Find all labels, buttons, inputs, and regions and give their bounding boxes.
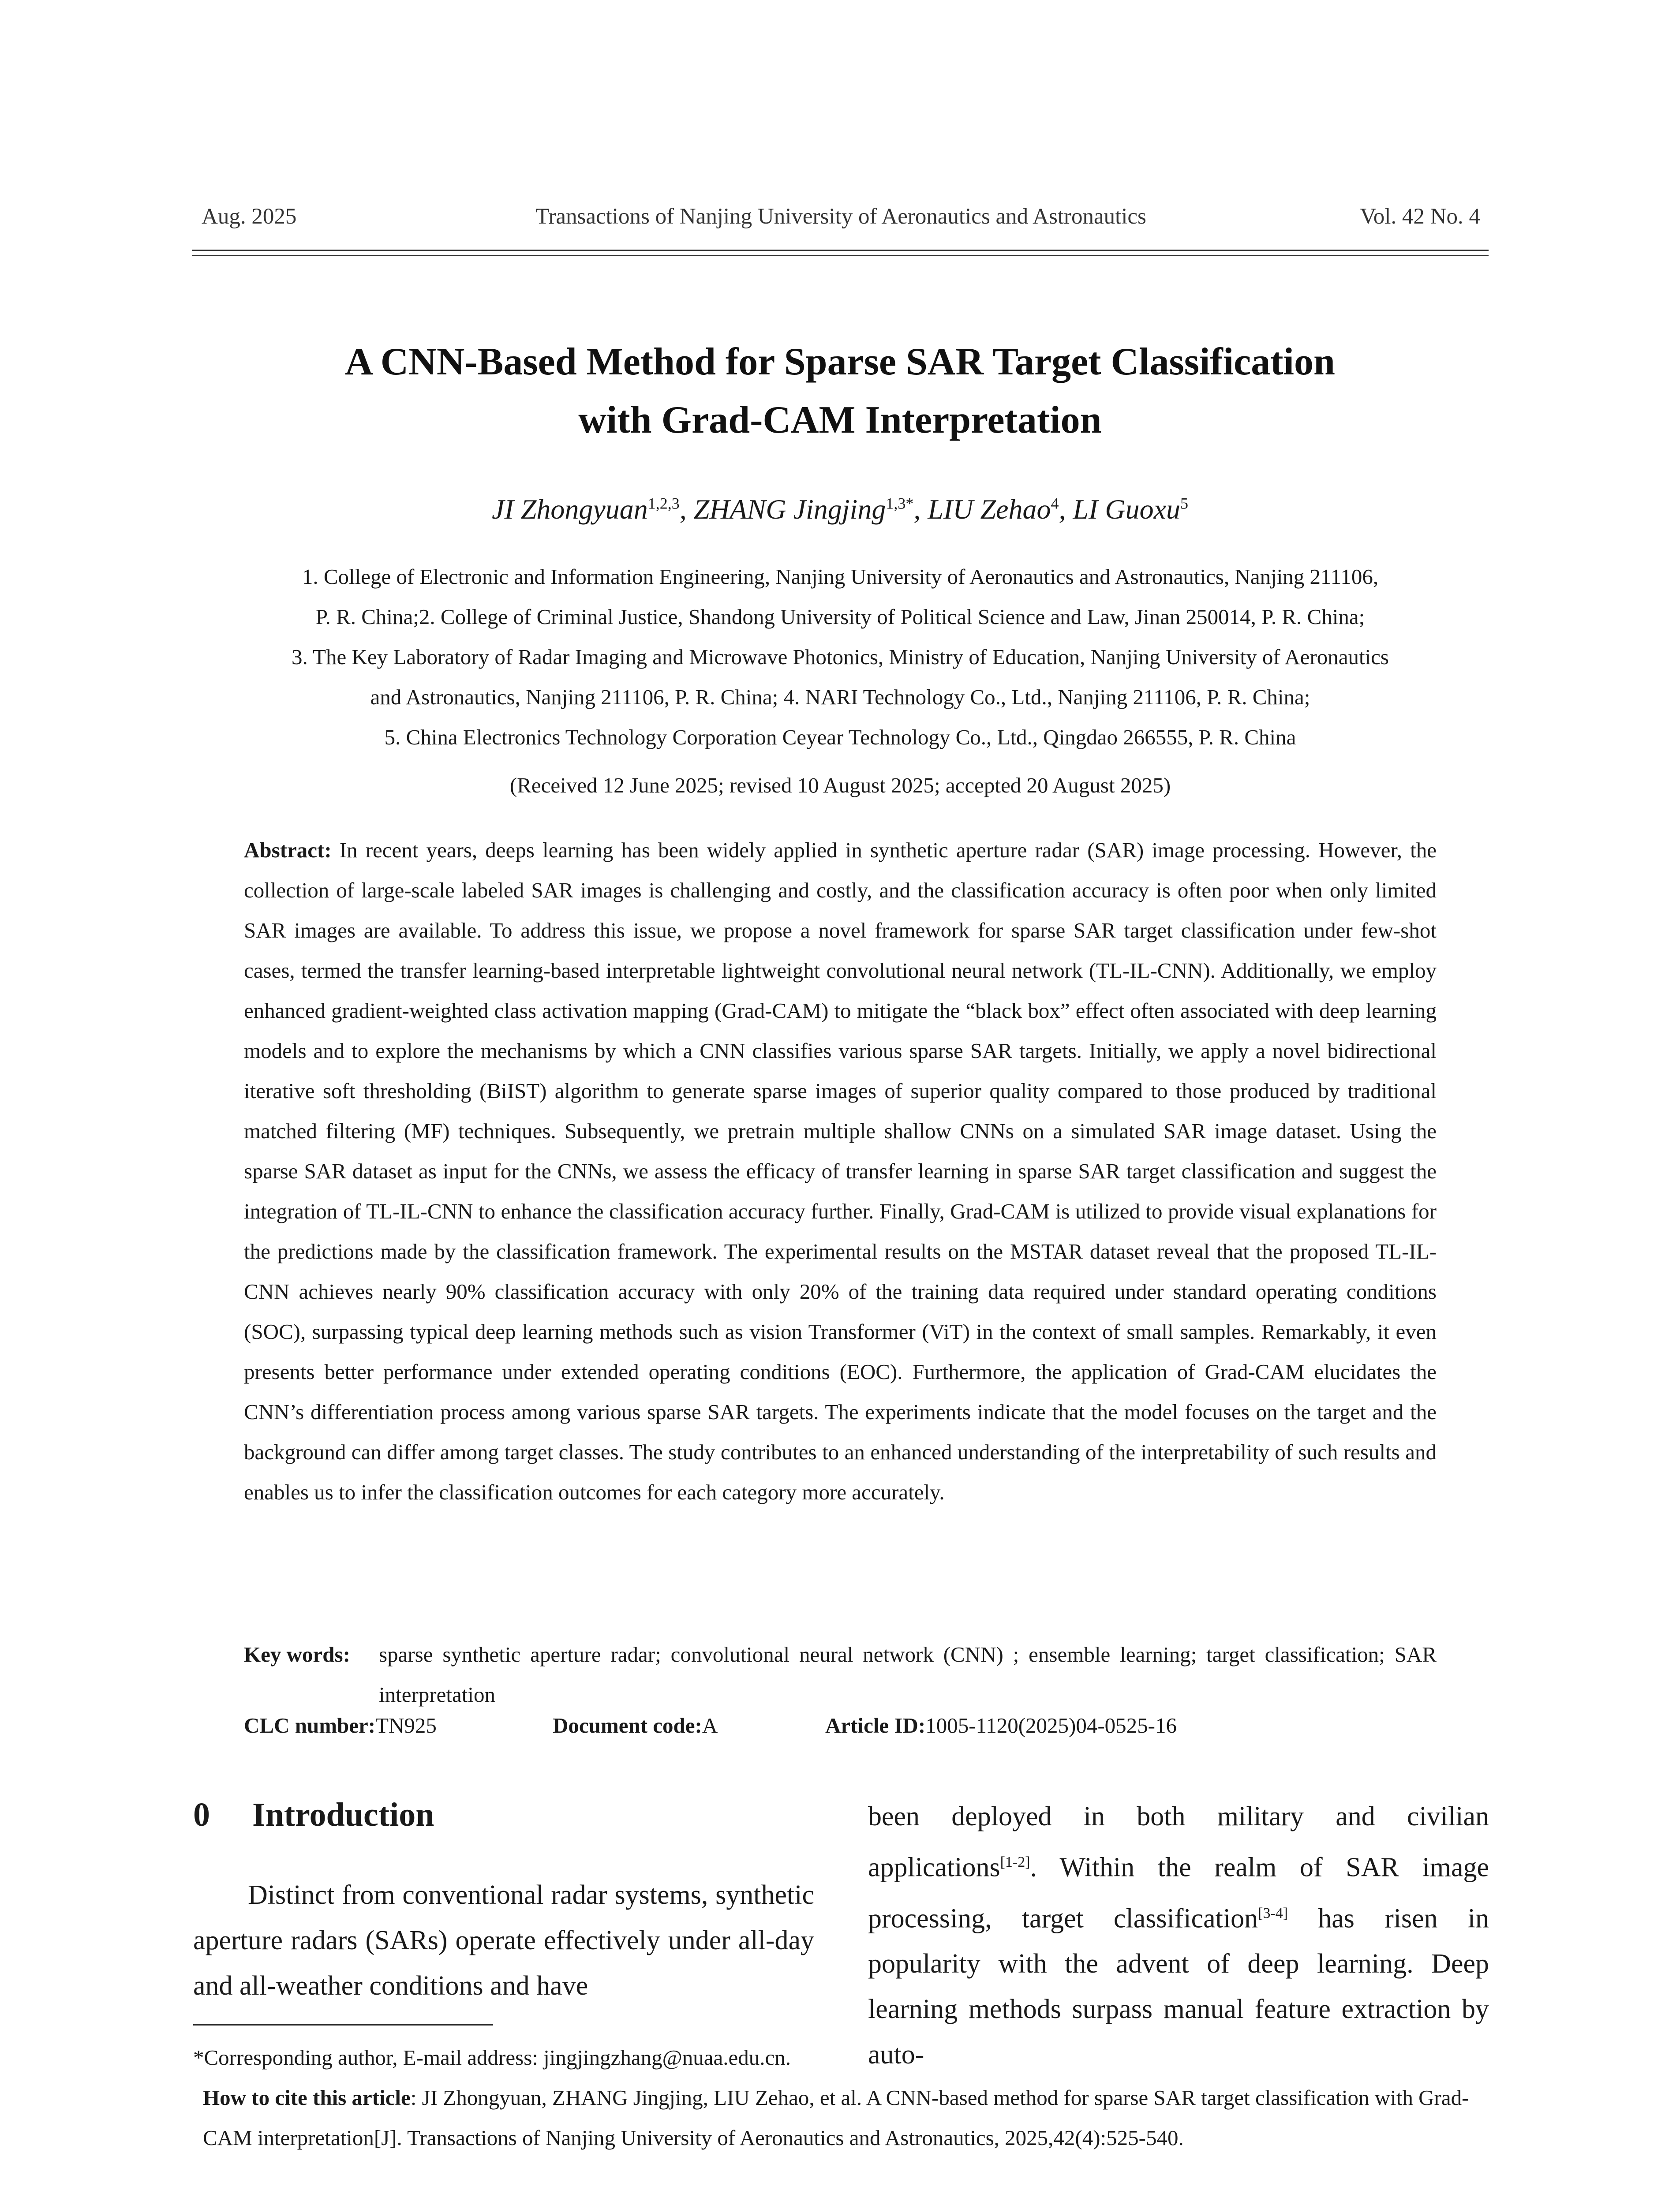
keywords-label: Key words: xyxy=(244,1642,350,1667)
keywords xyxy=(244,1634,1437,1715)
clc-label: CLC number: xyxy=(244,1713,376,1738)
volume-number: Vol. 42 No. 4 xyxy=(1360,204,1480,229)
abstract-label: Abstract: xyxy=(244,838,332,862)
affiliation-line: P. R. China;2. College of Criminal Justice, Shandong University of Political Science and Law, Jinan 250014, P. R. China; xyxy=(315,605,1365,629)
author-name: ZHANG Jingjing xyxy=(693,493,886,525)
article-id-value: 1005-1120(2025)04-0525-16 xyxy=(925,1713,1177,1738)
document-code xyxy=(553,1713,718,1738)
section-heading xyxy=(193,1796,434,1834)
article-id-label: Article ID: xyxy=(825,1713,926,1738)
affiliation-line: 3. The Key Laboratory of Radar Imaging and Microwave Photonics, Ministry of Education, Nanjing University of Aeronautics xyxy=(292,645,1389,669)
footnote-divider xyxy=(193,2024,493,2026)
title-line-1: A CNN-Based Method for Sparse SAR Target Classification xyxy=(345,340,1335,383)
header-rule-bottom xyxy=(192,255,1489,256)
section-number: 0 xyxy=(193,1796,210,1833)
document-code-value: A xyxy=(702,1713,718,1738)
body-text: has risen in popularity with the advent of deep learning. Deep learning methods surpass manual feature extraction by auto- xyxy=(868,1903,1489,2070)
doi-link[interactable] xyxy=(193,2198,1500,2205)
author-affiliation-mark: 4 xyxy=(1051,494,1059,512)
title-line-2: with Grad-CAM Interpretation xyxy=(578,399,1102,441)
section-title: Introduction xyxy=(252,1796,434,1833)
author-affiliation-mark: 5 xyxy=(1180,494,1188,512)
clc-value: TN925 xyxy=(375,1713,437,1738)
body-text: been deployed in both military and civilian applications xyxy=(868,1801,1489,1883)
issue-date: Aug. 2025 xyxy=(202,204,297,229)
citation-text: : JI Zhongyuan, ZHANG Jingjing, LIU Zehao, et al. A CNN-based method for sparse SAR target classification with Grad-CAM interpretation[J]. Transactions of Nanjing University of Aeronautics and Astronautics, 2025,42(4):525-540. xyxy=(203,2085,1469,2150)
body-text: . Within the realm of SAR image processing, target classification xyxy=(868,1852,1489,1934)
affiliations xyxy=(190,557,1491,757)
affiliation-line: 1. College of Electronic and Information Engineering, Nanjing University of Aeronautics and Astronautics, Nanjing 211106, xyxy=(302,564,1379,589)
author-affiliation-mark: 1,2,3 xyxy=(647,494,680,512)
journal-name: Transactions of Nanjing University of Aeronautics and Astronautics xyxy=(535,204,1146,229)
abstract xyxy=(244,830,1437,1512)
citation-note xyxy=(193,2078,1490,2158)
affiliation-line: 5. China Electronics Technology Corporation Ceyear Technology Co., Ltd., Qingdao 266555, P. R. China xyxy=(384,725,1296,749)
body-paragraph xyxy=(868,1794,1489,2078)
citation-ref[interactable]: [1-2] xyxy=(1000,1854,1030,1870)
document-code-label: Document code: xyxy=(553,1713,702,1738)
keywords-text: sparse synthetic aperture radar; convolutional neural network (CNN) ; ensemble learning; target classification; SAR interpretation xyxy=(379,1642,1437,1707)
received-dates: (Received 12 June 2025; revised 10 August 2025; accepted 20 August 2025) xyxy=(509,773,1171,797)
author-name: LI Guoxu xyxy=(1073,493,1180,525)
body-paragraph: Distinct from conventional radar systems, synthetic aperture radars (SARs) operate effectively under all-day and all-weather conditions and have xyxy=(193,1880,814,2001)
clc-number xyxy=(244,1713,437,1738)
citation-label: How to cite this article xyxy=(203,2085,411,2110)
abstract-text: In recent years, deeps learning has been widely applied in synthetic aperture radar (SAR) image processing. However, the collection of large-scale labeled SAR images is challenging and costly, and the classification accuracy is often poor when only limited SAR images are available. To address this issue, we propose a novel framework for sparse SAR target classification under few-shot cases, termed the transfer learning-based interpretable lightweight convolutional neural network (TL-IL-CNN). Additionally, we employ enhanced gradient-weighted class activation mapping (Grad-CAM) to mitigate the “black box” effect often associated with deep learning models and to explore the mechanisms by which a CNN classifies various sparse SAR targets. Initially, we apply a novel bidirectional iterative soft thresholding (BiIST) algorithm to generate sparse images of superior quality compared to those produced by traditional matched filtering (MF) techniques. Subsequently, we pretrain multiple shallow CNNs on a simulated SAR image dataset. Using the sparse SAR dataset as input for the CNNs, we assess the efficacy of transfer learning in sparse SAR target classification and suggest the integration of TL-IL-CNN to enhance the classification accuracy further. Finally, Grad-CAM is utilized to provide visual explanations for the predictions made by the classification framework. The experimental results on the MSTAR dataset reveal that the proposed TL-IL-CNN achieves nearly 90% classification accuracy with only 20% of the training data required under standard operating conditions (SOC), surpassing typical deep learning methods such as vision Transformer (ViT) in the context of small samples. Remarkably, it even presents better performance under extended operating conditions (EOC). Furthermore, the application of Grad-CAM elucidates the CNN’s differentiation process among various sparse SAR targets. The experiments indicate that the model focuses on the target and the background can differ among target classes. The study contributes to an enhanced understanding of the interpretability of such results and enables us to infer the classification outcomes for each category more accurately. xyxy=(244,838,1437,1504)
body-column-left xyxy=(193,1872,814,2009)
running-header xyxy=(196,204,1485,235)
author-list: JI Zhongyuan$^{1,2,3}$, ZHANG Jingjing$^{1,3*}$, LIU Zehao$^4$, LI Guoxu$^5$ xyxy=(492,493,1188,525)
author-affiliation-mark: 1,3* xyxy=(886,494,914,512)
article-id xyxy=(825,1713,1177,1738)
author-name: LIU Zehao xyxy=(928,493,1051,525)
paper-title xyxy=(132,333,1548,449)
affiliation-line: and Astronautics, Nanjing 211106, P. R. China; 4. NARI Technology Co., Ltd., Nanjing 211106, P. R. China; xyxy=(370,685,1310,709)
author-name: JI Zhongyuan xyxy=(492,493,648,525)
citation-ref[interactable]: [3-4] xyxy=(1258,1905,1288,1921)
corresponding-author-note: *Corresponding author, E-mail address: jingjingzhang@nuaa.edu.cn. xyxy=(193,2045,791,2070)
body-column-right xyxy=(868,1794,1489,2078)
header-rule-top xyxy=(192,250,1489,251)
